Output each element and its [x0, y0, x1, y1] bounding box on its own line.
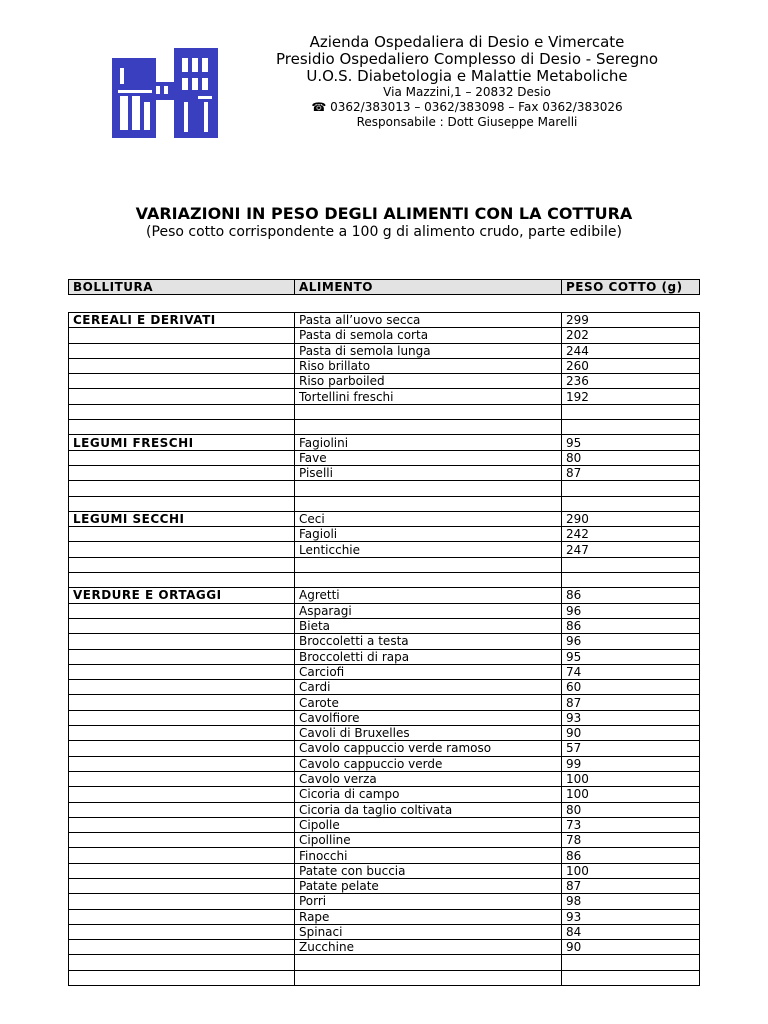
weight-cell: 244: [562, 343, 700, 358]
food-cell: Cavoli di Bruxelles: [295, 726, 562, 741]
weight-cell: 73: [562, 817, 700, 832]
category-cell: [69, 634, 295, 649]
weight-cell: [562, 970, 700, 985]
food-cell: Cipolline: [295, 833, 562, 848]
food-cell: Pasta all’uovo secca: [295, 313, 562, 328]
table-row: [69, 358, 700, 373]
category-cell: LEGUMI FRESCHI: [69, 435, 295, 450]
category-cell: CEREALI E DERIVATI: [69, 313, 295, 328]
table-header: [68, 279, 700, 295]
letterhead: [236, 34, 698, 130]
food-cell: Patate pelate: [295, 878, 562, 893]
food-cell: Finocchi: [295, 848, 562, 863]
category-cell: [69, 695, 295, 710]
category-cell: [69, 603, 295, 618]
category-cell: VERDURE E ORTAGGI: [69, 588, 295, 603]
food-cell: Riso brillato: [295, 358, 562, 373]
category-cell: [69, 970, 295, 985]
food-cell: Agretti: [295, 588, 562, 603]
table-row: [69, 924, 700, 939]
header-food: ALIMENTO: [295, 280, 562, 295]
table-row: [69, 374, 700, 389]
food-cell: Tortellini freschi: [295, 389, 562, 404]
category-cell: [69, 817, 295, 832]
table-row: [69, 496, 700, 511]
department-name: U.O.S. Diabetologia e Malattie Metaboliche: [306, 67, 628, 85]
weight-cell: 100: [562, 863, 700, 878]
weight-cell: 260: [562, 358, 700, 373]
food-cell: Porri: [295, 894, 562, 909]
food-cell: Ceci: [295, 511, 562, 526]
table-row: [69, 878, 700, 893]
food-cell: Bieta: [295, 618, 562, 633]
food-cell: Asparagi: [295, 603, 562, 618]
table-row: [69, 802, 700, 817]
category-cell: [69, 527, 295, 542]
category-cell: [69, 955, 295, 970]
category-cell: [69, 710, 295, 725]
weight-cell: 87: [562, 695, 700, 710]
weight-cell: 93: [562, 909, 700, 924]
weight-cell: 90: [562, 726, 700, 741]
weight-cell: 100: [562, 771, 700, 786]
category-cell: [69, 878, 295, 893]
category-cell: [69, 450, 295, 465]
header-cooked-weight: PESO COTTO (g): [562, 280, 700, 295]
weight-cell: 80: [562, 450, 700, 465]
weight-cell: 96: [562, 603, 700, 618]
weight-cell: [562, 573, 700, 588]
weight-cell: 87: [562, 878, 700, 893]
weight-cell: [562, 481, 700, 496]
table-row: [69, 710, 700, 725]
food-cell: Broccoletti a testa: [295, 634, 562, 649]
weight-cell: 247: [562, 542, 700, 557]
category-cell: [69, 557, 295, 572]
table-row: [69, 741, 700, 756]
phone-line: [236, 100, 698, 115]
category-cell: [69, 848, 295, 863]
table-row: [69, 787, 700, 802]
table-row: [69, 848, 700, 863]
food-cell: Spinaci: [295, 924, 562, 939]
table-row: [69, 511, 700, 526]
food-cell: Fagiolini: [295, 435, 562, 450]
table-row: [69, 328, 700, 343]
food-cell: Riso parboiled: [295, 374, 562, 389]
category-cell: [69, 909, 295, 924]
category-cell: [69, 374, 295, 389]
table-row: [69, 527, 700, 542]
category-cell: [69, 465, 295, 480]
weight-cell: [562, 955, 700, 970]
weight-cell: 290: [562, 511, 700, 526]
category-cell: [69, 741, 295, 756]
table-row: [69, 435, 700, 450]
hospital-name: Azienda Ospedaliera di Desio e Vimercate: [309, 33, 625, 51]
header-cooking-method: BOLLITURA: [69, 280, 295, 295]
food-cell: Cipolle: [295, 817, 562, 832]
weight-cell: [562, 557, 700, 572]
weight-cell: 80: [562, 802, 700, 817]
table-row: [69, 634, 700, 649]
food-cell: Cavolo verza: [295, 771, 562, 786]
category-cell: [69, 680, 295, 695]
category-cell: [69, 420, 295, 435]
weight-cell: 236: [562, 374, 700, 389]
category-cell: [69, 664, 295, 679]
category-cell: [69, 389, 295, 404]
hospital-building-logo: [112, 46, 218, 138]
table-row: [69, 909, 700, 924]
category-cell: [69, 618, 295, 633]
category-cell: [69, 542, 295, 557]
table-row: [69, 817, 700, 832]
table-row: [69, 756, 700, 771]
weight-cell: 86: [562, 848, 700, 863]
table-row: [69, 695, 700, 710]
weight-cell: 74: [562, 664, 700, 679]
table-row: [69, 618, 700, 633]
weight-cell: 99: [562, 756, 700, 771]
weight-cell: 87: [562, 465, 700, 480]
table-row: [69, 588, 700, 603]
food-cell: Cavolo cappuccio verde ramoso: [295, 741, 562, 756]
phone-icon: ☎: [311, 100, 327, 114]
category-cell: [69, 833, 295, 848]
table-row: [69, 664, 700, 679]
category-cell: [69, 802, 295, 817]
table-row: [69, 557, 700, 572]
table-row: [69, 465, 700, 480]
table-row: [69, 603, 700, 618]
table-row: [69, 542, 700, 557]
food-cell: Cavolo cappuccio verde: [295, 756, 562, 771]
weight-cell: 78: [562, 833, 700, 848]
weight-cell: 60: [562, 680, 700, 695]
food-cell: Cavolfiore: [295, 710, 562, 725]
table-row: [69, 404, 700, 419]
category-cell: [69, 358, 295, 373]
weight-cell: [562, 496, 700, 511]
category-cell: [69, 787, 295, 802]
food-cell: Patate con buccia: [295, 863, 562, 878]
category-cell: [69, 756, 295, 771]
food-cell: [295, 955, 562, 970]
category-cell: [69, 343, 295, 358]
category-cell: [69, 894, 295, 909]
address: Via Mazzini,1 – 20832 Desio: [383, 85, 551, 99]
table-row: [69, 343, 700, 358]
food-cell: Fagioli: [295, 527, 562, 542]
weight-cell: 57: [562, 741, 700, 756]
table-row: [69, 450, 700, 465]
food-cell: Cardi: [295, 680, 562, 695]
food-cell: [295, 496, 562, 511]
food-cell: Cicoria di campo: [295, 787, 562, 802]
table-row: [69, 894, 700, 909]
page-subtitle: (Peso cotto corrispondente a 100 g di alimento crudo, parte edibile): [146, 224, 622, 240]
category-cell: [69, 771, 295, 786]
food-cell: [295, 970, 562, 985]
table-row: [69, 940, 700, 955]
food-cell: Fave: [295, 450, 562, 465]
category-cell: [69, 404, 295, 419]
table-row: [69, 573, 700, 588]
weight-cell: 90: [562, 940, 700, 955]
food-cell: [295, 557, 562, 572]
table-row: [69, 680, 700, 695]
table-row: [69, 833, 700, 848]
food-cell: Broccoletti di rapa: [295, 649, 562, 664]
weight-cell: 96: [562, 634, 700, 649]
category-cell: [69, 481, 295, 496]
weight-cell: 192: [562, 389, 700, 404]
food-cell: Pasta di semola corta: [295, 328, 562, 343]
table-row: [69, 313, 700, 328]
table-row: [69, 771, 700, 786]
table-row: [69, 481, 700, 496]
weight-cell: 202: [562, 328, 700, 343]
food-cell: Rape: [295, 909, 562, 924]
category-cell: [69, 649, 295, 664]
food-cell: Zucchine: [295, 940, 562, 955]
food-cell: [295, 481, 562, 496]
phone-numbers: 0362/383013 – 0362/383098 – Fax 0362/383026: [330, 100, 623, 114]
category-cell: [69, 328, 295, 343]
category-cell: [69, 924, 295, 939]
weight-cell: 100: [562, 787, 700, 802]
weight-cell: 242: [562, 527, 700, 542]
weight-cell: 95: [562, 649, 700, 664]
header-row: [69, 280, 700, 295]
table-row: [69, 649, 700, 664]
table-row: [69, 863, 700, 878]
table-row: [69, 420, 700, 435]
weight-cell: [562, 404, 700, 419]
category-cell: LEGUMI SECCHI: [69, 511, 295, 526]
food-cell: Cicoria da taglio coltivata: [295, 802, 562, 817]
food-cell: [295, 573, 562, 588]
hospital-branch: Presidio Ospedaliero Complesso di Desio - Seregno: [275, 50, 659, 68]
page-title: VARIAZIONI IN PESO DEGLI ALIMENTI CON LA COTTURA: [135, 204, 633, 223]
food-cell: [295, 404, 562, 419]
category-cell: [69, 863, 295, 878]
food-cell: Carciofi: [295, 664, 562, 679]
weight-cell: 84: [562, 924, 700, 939]
category-cell: [69, 573, 295, 588]
weight-cell: 95: [562, 435, 700, 450]
table-row: [69, 970, 700, 985]
responsible-line: Responsabile : Dott Giuseppe Marelli: [356, 115, 578, 129]
weight-cell: 98: [562, 894, 700, 909]
food-cell: [295, 420, 562, 435]
food-cell: Lenticchie: [295, 542, 562, 557]
weight-cell: 86: [562, 618, 700, 633]
food-cell: Pasta di semola lunga: [295, 343, 562, 358]
weight-cell: 93: [562, 710, 700, 725]
table-row: [69, 955, 700, 970]
table-row: [69, 389, 700, 404]
category-cell: [69, 940, 295, 955]
food-weight-table: [68, 312, 700, 986]
weight-cell: 299: [562, 313, 700, 328]
table-row: [69, 726, 700, 741]
category-cell: [69, 726, 295, 741]
food-cell: Piselli: [295, 465, 562, 480]
weight-cell: 86: [562, 588, 700, 603]
food-cell: Carote: [295, 695, 562, 710]
category-cell: [69, 496, 295, 511]
weight-cell: [562, 420, 700, 435]
